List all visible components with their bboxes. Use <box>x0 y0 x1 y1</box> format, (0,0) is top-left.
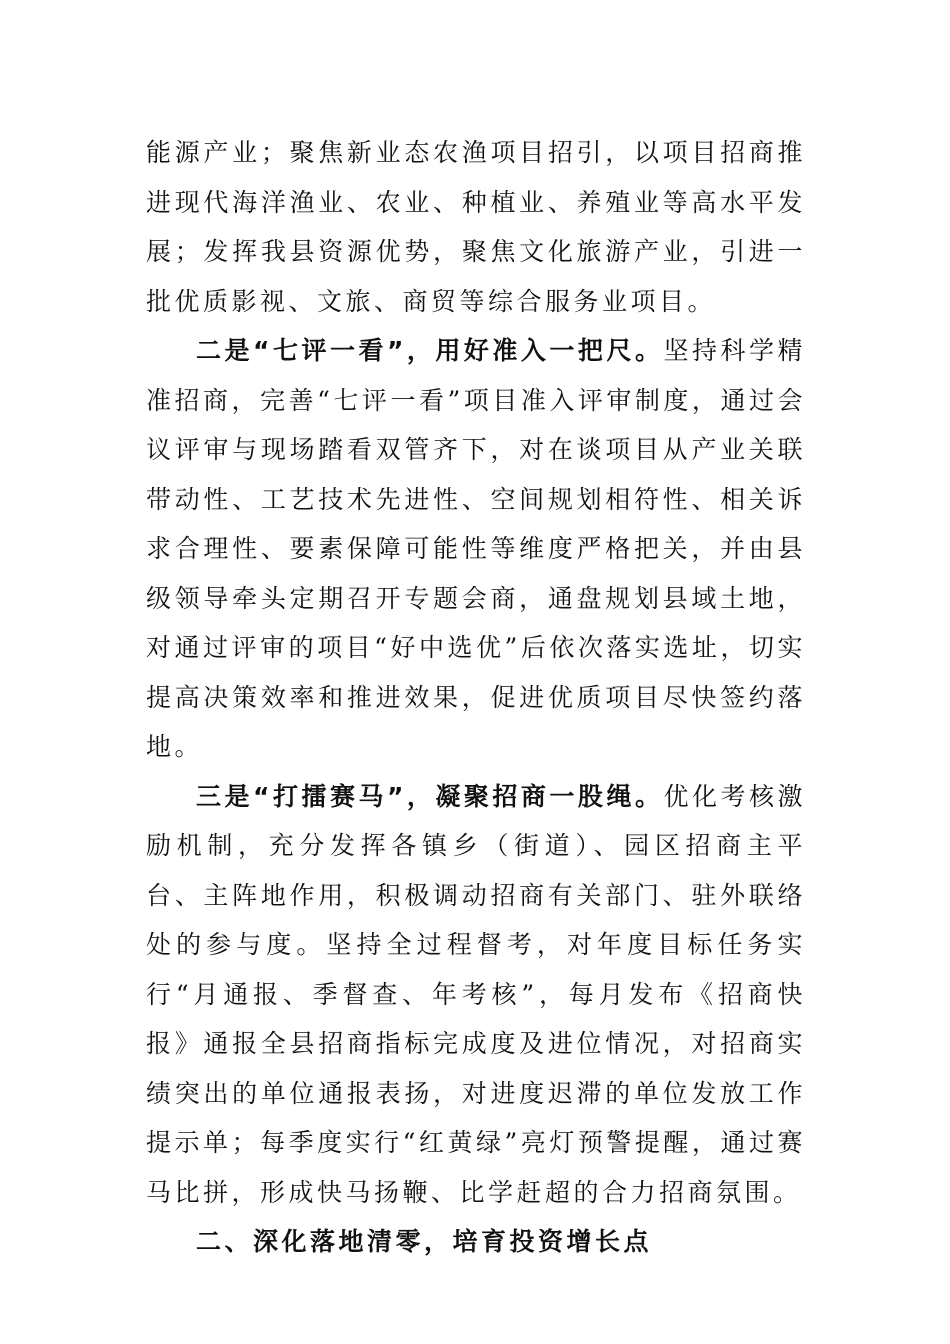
paragraph-text: 能源产业；聚焦新业态农渔项目招引，以项目招商推进现代海洋渔业、农业、种植业、养殖业等高水平发展；发挥我县资源优势，聚焦文化旅游产业，引进一批优质影视、文旅、商贸等综合服务业项目。 <box>146 138 806 316</box>
paragraph-text: 坚持科学精准招商，完善“七评一看”项目准入评审制度，通过会议评审与现场踏看双管齐下，对在谈项目从产业关联带动性、工艺技术先进性、空间规划相符性、相关诉求合理性、要素保障可能性等维度严格把关，并由县级领导牵头定期召开专题会商，通盘规划县域土地，对通过评审的项目“好中选优”后依次落实选址，切实提高决策效率和推进效果，促进优质项目尽快签约落地。 <box>146 336 806 761</box>
section-heading: 二、深化落地清零，培育投资增长点 <box>196 1227 653 1256</box>
paragraph-point-three <box>146 772 806 1218</box>
paragraph-point-two <box>146 326 806 772</box>
paragraph-continuation <box>146 128 806 326</box>
paragraph-lead: 三是“打擂赛马”，凝聚招商一股绳。 <box>196 781 664 811</box>
paragraph-lead: 二是“七评一看”，用好准入一把尺。 <box>196 336 664 365</box>
paragraph-text: 优化考核激励机制，充分发挥各镇乡（街道）、园区招商主平台、主阵地作用，积极调动招商有关部门、驻外联络处的参与度。坚持全过程督考，对年度目标任务实行“月通报、季督查、年考核”，每月发布《招商快报》通报全县招商指标完成度及进位情况，对招商实绩突出的单位通报表扬，对进度迟滞的单位发放工作提示单；每季度实行“红黄绿”亮灯预警提醒，通过赛马比拼，形成快马扬鞭、比学赶超的合力招商氛围。 <box>146 781 806 1207</box>
document-body <box>146 128 806 1267</box>
